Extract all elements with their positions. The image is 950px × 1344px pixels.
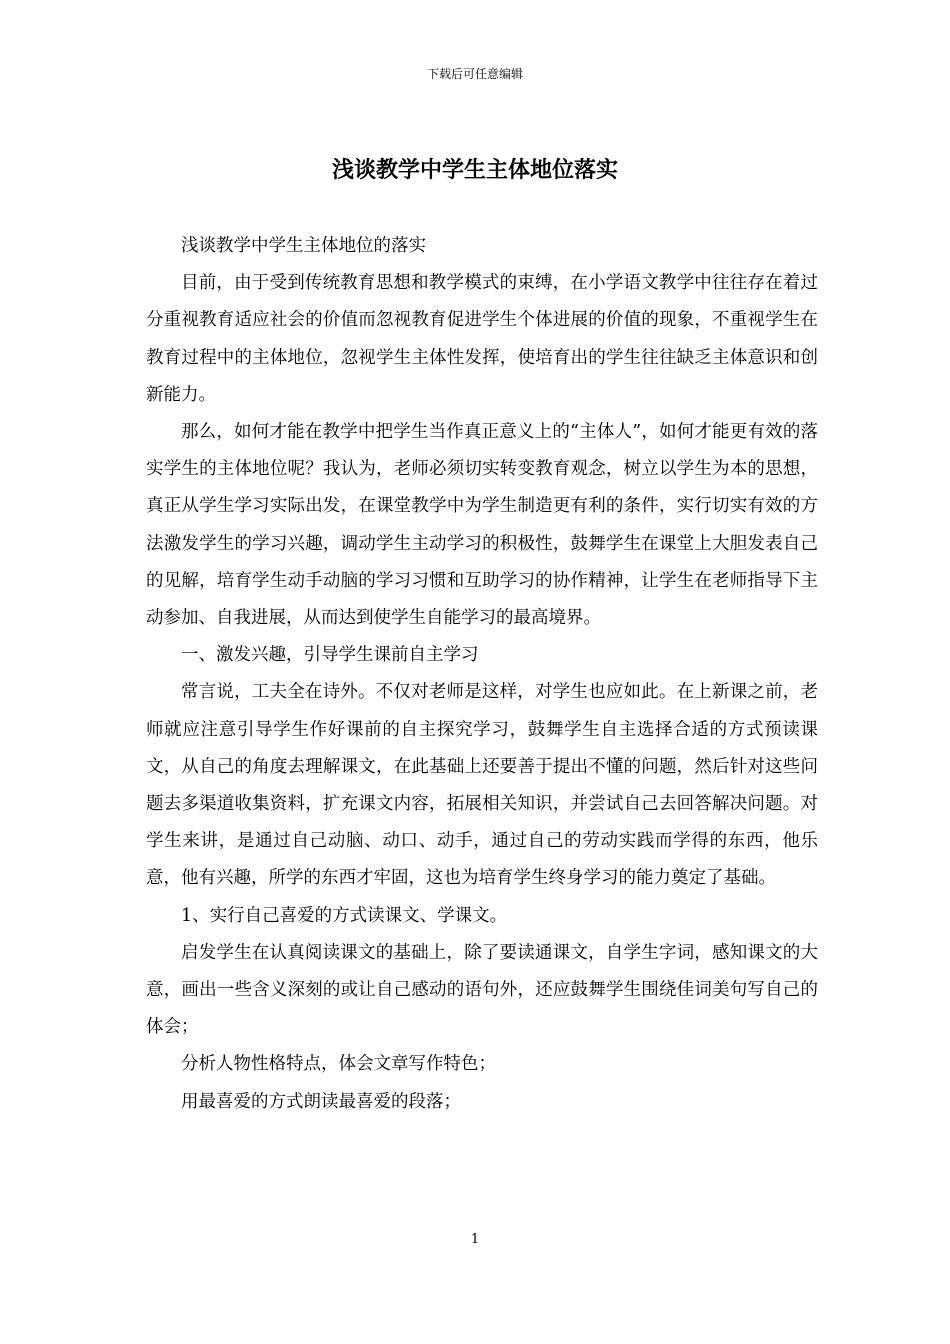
paragraph: 分析人物性格特点，体会文章写作特色； <box>181 1054 496 1075</box>
paragraph: 用最喜爱的方式朗读最喜爱的段落； <box>181 1091 461 1112</box>
paragraph: 目前，由于受到传统教育思想和教学模式的束缚，在小学语文教学中往往存在着过分重视教育适应社会的价值而忽视教育促进学生个体进展的价值的现象，不重视学生在教育过程中的主体地位，忽视学生主体性发挥，使培育出的学生往往缺乏主体意识和创新能力。 <box>146 273 818 405</box>
document-title: 浅谈教学中学生主体地位落实 <box>331 157 618 183</box>
paragraph: 那么，如何才能在教学中把学生当作真正意义上的“主体人”，如何才能更有效的落实学生的主体地位呢？我认为，老师必须切实转变教育观念，树立以学生为本的思想，真正从学生学习实际出发，在课堂教学中为学生制造更有利的条件，实行切实有效的方法激发学生的学习兴趣，调动学生主动学习的积极性，鼓舞学生在课堂上大胆发表自己的见解，培育学生动手动脑的学习习惯和互助学习的协作精神，让学生在老师指导下主动参加、自我进展，从而达到使学生自能学习的最高境界。 <box>146 422 818 629</box>
header-note: 下载后可任意编辑 <box>426 67 523 81</box>
document-body <box>146 228 818 1121</box>
page-number: 1 <box>470 1232 480 1247</box>
paragraph: 启发学生在认真阅读课文的基础上，除了要读通课文，自学生字词，感知课文的大意，画出一些含义深刻的或让自己感动的语句外，还应鼓舞学生围绕佳词美句写自己的体会； <box>146 942 818 1038</box>
subsection-heading: 1、实行自己喜爱的方式读课文、学课文。 <box>181 905 508 926</box>
paragraph-subtitle: 浅谈教学中学生主体地位的落实 <box>181 236 426 256</box>
section-heading: 一、激发兴趣，引导学生课前自主学习 <box>181 645 479 666</box>
paragraph: 常言说，工夫全在诗外。不仅对老师是这样，对学生也应如此。在上新课之前，老师就应注意引导学生作好课前的自主探究学习，鼓舞学生自主选择合适的方式预读课文，从自己的角度去理解课文，在此基础上还要善于提出不懂的问题，然后针对这些问题去多渠道收集资料，扩充课文内容，拓展相关知识，并尝试自己去回答解决问题。对学生来讲，是通过自己动脑、动口、动手，通过自己的劳动实践而学得的东西，他乐意，他有兴趣，所学的东西才牢固，这也为培育学生终身学习的能力奠定了基础。 <box>146 682 818 889</box>
